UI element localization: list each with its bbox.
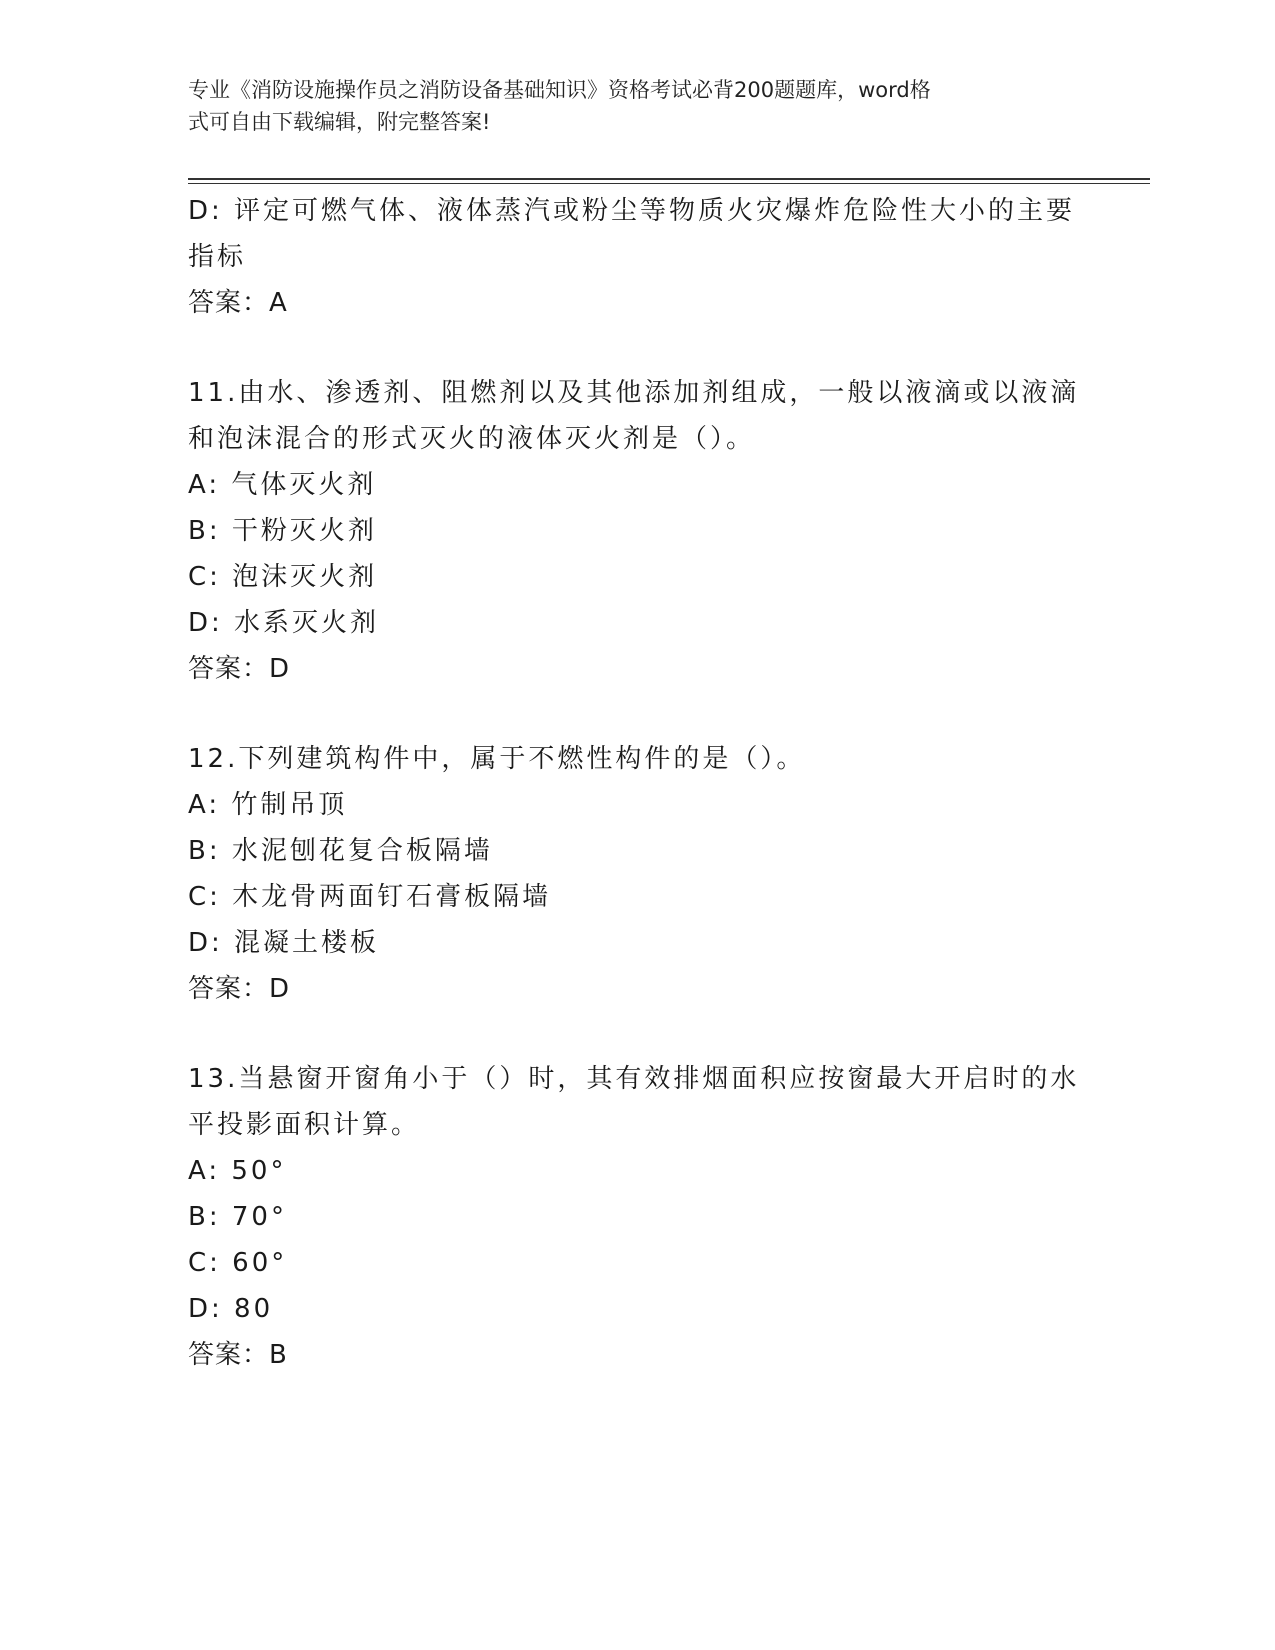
option-c: C: 木龙骨两面钉石膏板隔墙 xyxy=(188,882,552,912)
option-d-line-2: 指标 xyxy=(188,242,247,272)
question-stem-line-1: 12.下列建筑构件中，属于不燃性构件的是（）。 xyxy=(188,744,806,774)
header-line-2: 式可自由下载编辑，附完整答案! xyxy=(188,110,491,134)
question-12 xyxy=(188,736,1068,1012)
header-rule-thick xyxy=(188,178,1150,180)
option-a: A: 竹制吊顶 xyxy=(188,790,348,820)
previous-question-tail xyxy=(188,188,1076,326)
option-b: B: 水泥刨花复合板隔墙 xyxy=(188,836,493,866)
answer-line: 答案：B xyxy=(188,1340,288,1370)
question-content xyxy=(188,188,1080,1378)
question-stem-line-2: 和泡沫混合的形式灭火的液体灭火剂是（）。 xyxy=(188,424,756,454)
answer-line: 答案：D xyxy=(188,654,291,684)
option-d-line-1: D: 评定可燃气体、液体蒸汽或粉尘等物质火灾爆炸危险性大小的主要 xyxy=(188,196,1076,226)
question-stem-line-1: 11.由水、渗透剂、阻燃剂以及其他添加剂组成，一般以液滴或以液滴 xyxy=(188,378,1080,408)
option-c: C: 泡沫灭火剂 xyxy=(188,562,378,592)
question-stem-line-1: 13.当悬窗开窗角小于（）时，其有效排烟面积应按窗最大开启时的水 xyxy=(188,1064,1080,1094)
question-11 xyxy=(188,370,1080,692)
option-d: D: 混凝土楼板 xyxy=(188,928,380,958)
document-header xyxy=(188,74,1068,138)
option-b: B: 干粉灭火剂 xyxy=(188,516,377,546)
option-a: A: 50° xyxy=(188,1156,287,1186)
option-a: A: 气体灭火剂 xyxy=(188,470,377,500)
question-stem-line-2: 平投影面积计算。 xyxy=(188,1110,421,1140)
option-d: D: 水系灭火剂 xyxy=(188,608,380,638)
header-line-1: 专业《消防设施操作员之消防设备基础知识》资格考试必背200题题库，word格 xyxy=(188,78,931,102)
option-b: B: 70° xyxy=(188,1202,287,1232)
option-c: C: 60° xyxy=(188,1248,288,1278)
header-rule-thin xyxy=(188,183,1150,184)
answer-line: 答案：A xyxy=(188,288,288,318)
question-13 xyxy=(188,1056,1080,1378)
option-d: D: 80 xyxy=(188,1294,274,1324)
answer-line: 答案：D xyxy=(188,974,291,1004)
